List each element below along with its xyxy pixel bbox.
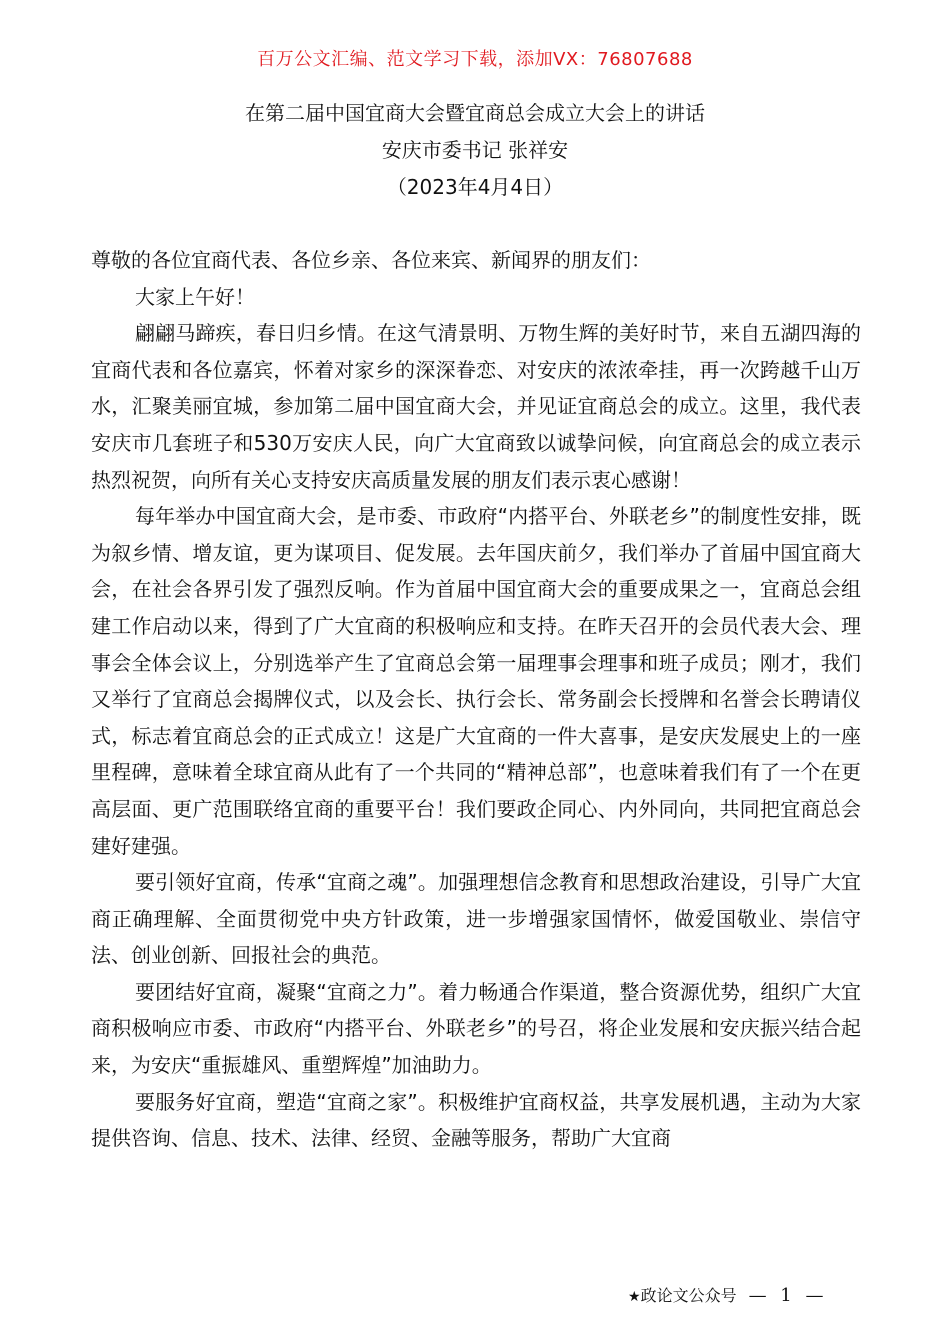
speech-date: （2023年4月4日） [386,175,564,199]
paragraph: 每年举办中国宜商大会，是市委、市政府“内搭平台、外联老乡”的制度性安排，既为叙乡情、增友谊，更为谋项目、促发展。去年国庆前夕，我们举办了首届中国宜商大会，在社会各界引发了强烈反响。作为首届中国宜商大会的重要成果之一，宜商总会组建工作启动以来，得到了广大宜商的积极响应和支持。在昨天召开的会员代表大会、理事会全体会议上，分别选举产生了宜商总会第一届理事会理事和班子成员；刚才，我们又举行了宜商总会揭牌仪式，以及会长、执行会长、常务副会长授牌和名誉会长聘请仪式，标志着宜商总会的正式成立！这是广大宜商的一件大喜事，是安庆发展史上的一座里程碑，意味着全球宜商从此有了一个共同的“精神总部”，也意味着我们有了一个在更高层面、更广范围联络宜商的重要平台！我们要政企同心、内外同向，共同把宜商总会建好建强。 [91,504,861,858]
promo-banner: 百万公文汇编、范文学习下载，添加VX：76807688 [257,49,693,70]
paragraph: 翩翩马蹄疾，春日归乡情。在这气清景明、万物生辉的美好时节，来自五湖四海的宜商代表和各位嘉宾，怀着对家乡的深深眷恋、对安庆的浓浓牵挂，再一次跨越千山万水，汇聚美丽宜城，参加第二届中国宜商大会，并见证宜商总会的成立。这里，我代表安庆市几套班子和530万安庆人民，向广大宜商致以诚挚问候，向宜商总会的成立表示热烈祝贺，向所有关心支持安庆高质量发展的朋友们表示衷心感谢！ [91,321,861,492]
footer-label: 政论文公众号 [640,1286,737,1305]
greeting: 大家上午好！ [135,284,255,309]
speech-title: 在第二届中国宜商大会暨宜商总会成立大会上的讲话 [245,101,705,125]
page-footer [628,1283,868,1306]
title-block [0,95,950,206]
speech-body [91,242,861,1157]
paragraph: 要服务好宜商，塑造“宜商之家”。积极维护宜商权益，共享发展机遇，主动为大家提供咨询、信息、技术、法律、经贸、金融等服务，帮助广大宜商 [91,1089,861,1151]
page-number: — 1 — [748,1285,828,1306]
paragraph: 要团结好宜商，凝聚“宜商之力”。着力畅通合作渠道，整合资源优势，组织广大宜商积极响应市委、市政府“内搭平台、外联老乡”的号召，将企业发展和安庆振兴结合起来，为安庆“重振雄风、重塑辉煌”加油助力。 [91,979,861,1078]
speaker-line: 安庆市委书记 张祥安 [381,138,569,162]
salutation: 尊敬的各位宜商代表、各位乡亲、各位来宾、新闻界的朋友们： [91,248,651,272]
star-icon: ★ [628,1289,641,1305]
paragraph: 要引领好宜商，传承“宜商之魂”。加强理想信念教育和思想政治建设，引导广大宜商正确理解、全面贯彻党中央方针政策，进一步增强家国情怀，做爱国敬业、崇信守法、创业创新、回报社会的典范。 [91,870,861,968]
